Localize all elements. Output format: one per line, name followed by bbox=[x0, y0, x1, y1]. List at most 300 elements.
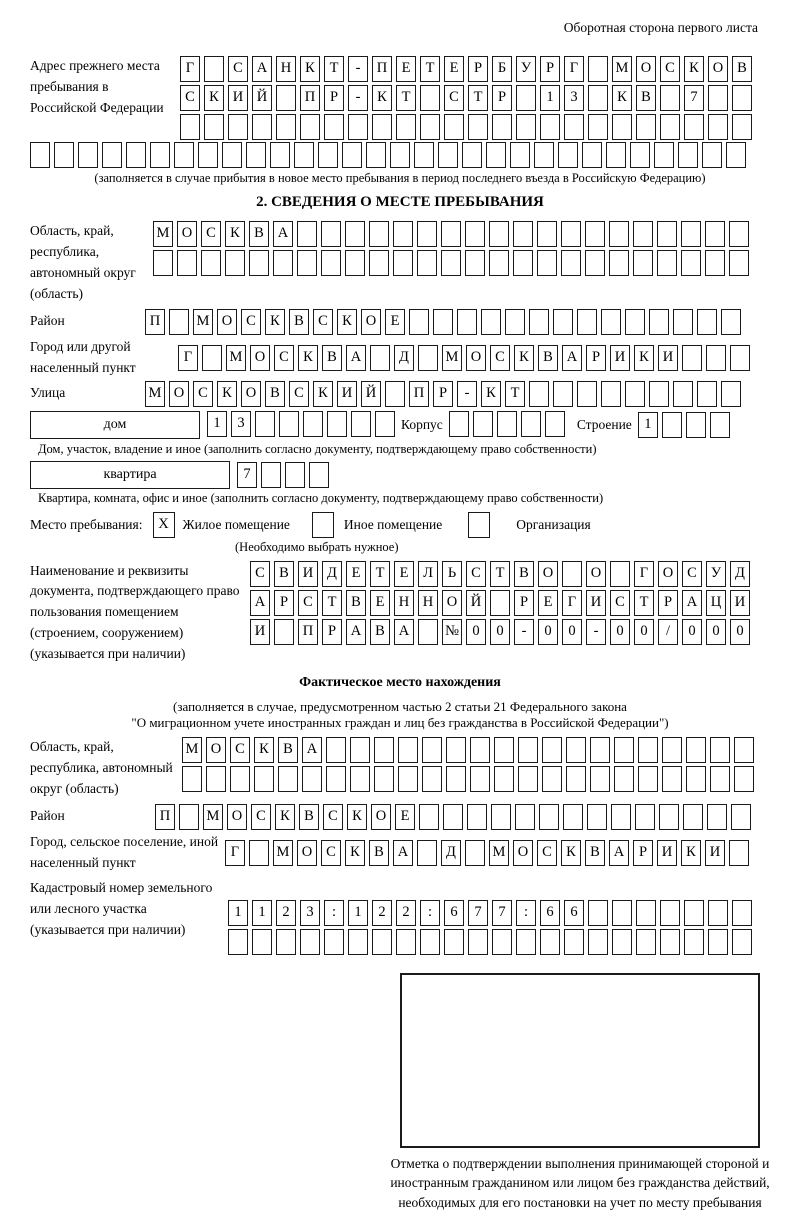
char-cell[interactable] bbox=[324, 929, 344, 955]
char-cell[interactable]: Р bbox=[658, 590, 678, 616]
char-cell[interactable] bbox=[374, 766, 394, 792]
char-cell[interactable]: Г bbox=[180, 56, 200, 82]
char-cell[interactable]: Р bbox=[586, 345, 606, 371]
char-cell[interactable] bbox=[225, 250, 245, 276]
char-cell[interactable]: 0 bbox=[610, 619, 630, 645]
char-cell[interactable] bbox=[734, 766, 754, 792]
char-cell[interactable] bbox=[150, 142, 170, 168]
char-cell[interactable] bbox=[278, 766, 298, 792]
char-cell[interactable] bbox=[369, 250, 389, 276]
char-cell[interactable] bbox=[649, 381, 669, 407]
char-cell[interactable]: К bbox=[347, 804, 367, 830]
char-cell[interactable]: К bbox=[254, 737, 274, 763]
char-cell[interactable]: С bbox=[241, 309, 261, 335]
char-cell[interactable]: И bbox=[228, 85, 248, 111]
char-cell[interactable]: О bbox=[177, 221, 197, 247]
char-cell[interactable] bbox=[420, 114, 440, 140]
char-cell[interactable] bbox=[513, 250, 533, 276]
char-cell[interactable]: А bbox=[682, 590, 702, 616]
char-cell[interactable]: С bbox=[313, 309, 333, 335]
char-cell[interactable]: С bbox=[321, 840, 341, 866]
char-cell[interactable] bbox=[708, 85, 728, 111]
char-cell[interactable] bbox=[588, 85, 608, 111]
char-cell[interactable]: К bbox=[681, 840, 701, 866]
char-cell[interactable] bbox=[169, 309, 189, 335]
char-cell[interactable]: О bbox=[586, 561, 606, 587]
char-cell[interactable] bbox=[418, 345, 438, 371]
char-cell[interactable]: 7 bbox=[492, 900, 512, 926]
char-cell[interactable]: 1 bbox=[638, 412, 658, 438]
char-cell[interactable] bbox=[681, 250, 701, 276]
char-cell[interactable]: А bbox=[252, 56, 272, 82]
char-cell[interactable] bbox=[370, 345, 390, 371]
char-cell[interactable] bbox=[542, 766, 562, 792]
char-cell[interactable] bbox=[636, 114, 656, 140]
char-cell[interactable] bbox=[609, 221, 629, 247]
char-cell[interactable] bbox=[660, 85, 680, 111]
char-cell[interactable]: П bbox=[298, 619, 318, 645]
char-cell[interactable]: И bbox=[337, 381, 357, 407]
char-cell[interactable] bbox=[467, 804, 487, 830]
char-cell[interactable]: М bbox=[153, 221, 173, 247]
char-cell[interactable] bbox=[510, 142, 530, 168]
char-cell[interactable] bbox=[614, 766, 634, 792]
char-cell[interactable] bbox=[697, 381, 717, 407]
char-cell[interactable] bbox=[491, 804, 511, 830]
char-cell[interactable] bbox=[660, 929, 680, 955]
char-cell[interactable]: К bbox=[275, 804, 295, 830]
char-cell[interactable] bbox=[350, 766, 370, 792]
char-cell[interactable] bbox=[635, 804, 655, 830]
char-cell[interactable] bbox=[230, 766, 250, 792]
char-cell[interactable]: К bbox=[481, 381, 501, 407]
char-cell[interactable] bbox=[516, 114, 536, 140]
char-cell[interactable]: Т bbox=[634, 590, 654, 616]
char-cell[interactable] bbox=[180, 114, 200, 140]
char-cell[interactable]: 1 bbox=[252, 900, 272, 926]
char-cell[interactable]: С bbox=[682, 561, 702, 587]
char-cell[interactable]: С bbox=[444, 85, 464, 111]
char-cell[interactable] bbox=[444, 114, 464, 140]
char-cell[interactable] bbox=[705, 250, 725, 276]
char-cell[interactable]: С bbox=[228, 56, 248, 82]
char-cell[interactable] bbox=[321, 221, 341, 247]
char-cell[interactable]: К bbox=[300, 56, 320, 82]
char-cell[interactable] bbox=[518, 766, 538, 792]
kvartira-type-box[interactable]: квартира bbox=[30, 461, 230, 489]
char-cell[interactable]: Р bbox=[433, 381, 453, 407]
char-cell[interactable]: О bbox=[361, 309, 381, 335]
char-cell[interactable] bbox=[204, 56, 224, 82]
char-cell[interactable] bbox=[270, 142, 290, 168]
char-cell[interactable]: К bbox=[217, 381, 237, 407]
char-cell[interactable] bbox=[465, 250, 485, 276]
char-cell[interactable]: О bbox=[513, 840, 533, 866]
char-cell[interactable] bbox=[446, 737, 466, 763]
char-cell[interactable] bbox=[612, 900, 632, 926]
char-cell[interactable]: А bbox=[273, 221, 293, 247]
char-cell[interactable] bbox=[529, 309, 549, 335]
char-cell[interactable] bbox=[539, 804, 559, 830]
char-cell[interactable] bbox=[710, 766, 730, 792]
char-cell[interactable] bbox=[309, 462, 329, 488]
char-cell[interactable]: 7 bbox=[468, 900, 488, 926]
char-cell[interactable] bbox=[300, 929, 320, 955]
char-cell[interactable] bbox=[202, 345, 222, 371]
char-cell[interactable] bbox=[326, 766, 346, 792]
char-cell[interactable] bbox=[612, 929, 632, 955]
char-cell[interactable] bbox=[588, 929, 608, 955]
char-cell[interactable] bbox=[721, 309, 741, 335]
char-cell[interactable]: О bbox=[241, 381, 261, 407]
char-cell[interactable] bbox=[563, 804, 583, 830]
char-cell[interactable] bbox=[444, 929, 464, 955]
char-cell[interactable]: М bbox=[612, 56, 632, 82]
char-cell[interactable] bbox=[318, 142, 338, 168]
char-cell[interactable]: / bbox=[658, 619, 678, 645]
char-cell[interactable] bbox=[443, 804, 463, 830]
char-cell[interactable] bbox=[462, 142, 482, 168]
char-cell[interactable]: О bbox=[206, 737, 226, 763]
char-cell[interactable]: У bbox=[516, 56, 536, 82]
char-cell[interactable] bbox=[732, 85, 752, 111]
char-cell[interactable] bbox=[252, 114, 272, 140]
char-cell[interactable]: 0 bbox=[490, 619, 510, 645]
char-cell[interactable] bbox=[684, 929, 704, 955]
char-cell[interactable] bbox=[390, 142, 410, 168]
char-cell[interactable] bbox=[657, 221, 677, 247]
char-cell[interactable]: : bbox=[324, 900, 344, 926]
char-cell[interactable] bbox=[630, 142, 650, 168]
char-cell[interactable] bbox=[261, 462, 281, 488]
char-cell[interactable] bbox=[255, 411, 275, 437]
char-cell[interactable] bbox=[285, 462, 305, 488]
char-cell[interactable] bbox=[494, 766, 514, 792]
char-cell[interactable] bbox=[126, 142, 146, 168]
char-cell[interactable]: Д bbox=[730, 561, 750, 587]
char-cell[interactable] bbox=[729, 221, 749, 247]
char-cell[interactable] bbox=[564, 929, 584, 955]
char-cell[interactable] bbox=[497, 411, 517, 437]
char-cell[interactable] bbox=[726, 142, 746, 168]
char-cell[interactable] bbox=[505, 309, 525, 335]
char-cell[interactable] bbox=[297, 221, 317, 247]
char-cell[interactable] bbox=[409, 309, 429, 335]
char-cell[interactable] bbox=[566, 737, 586, 763]
char-cell[interactable] bbox=[414, 142, 434, 168]
char-cell[interactable]: П bbox=[155, 804, 175, 830]
char-cell[interactable]: 2 bbox=[276, 900, 296, 926]
char-cell[interactable]: О bbox=[708, 56, 728, 82]
char-cell[interactable] bbox=[721, 381, 741, 407]
char-cell[interactable] bbox=[420, 929, 440, 955]
char-cell[interactable] bbox=[636, 929, 656, 955]
char-cell[interactable] bbox=[418, 619, 438, 645]
char-cell[interactable]: 6 bbox=[444, 900, 464, 926]
char-cell[interactable]: С bbox=[201, 221, 221, 247]
char-cell[interactable]: Г bbox=[634, 561, 654, 587]
char-cell[interactable]: 3 bbox=[564, 85, 584, 111]
char-cell[interactable]: 3 bbox=[300, 900, 320, 926]
char-cell[interactable]: Д bbox=[322, 561, 342, 587]
char-cell[interactable]: П bbox=[409, 381, 429, 407]
char-cell[interactable] bbox=[684, 114, 704, 140]
char-cell[interactable] bbox=[582, 142, 602, 168]
char-cell[interactable] bbox=[585, 221, 605, 247]
char-cell[interactable] bbox=[729, 250, 749, 276]
char-cell[interactable] bbox=[417, 250, 437, 276]
char-cell[interactable]: И bbox=[705, 840, 725, 866]
char-cell[interactable] bbox=[398, 766, 418, 792]
char-cell[interactable]: А bbox=[250, 590, 270, 616]
char-cell[interactable]: П bbox=[145, 309, 165, 335]
char-cell[interactable] bbox=[366, 142, 386, 168]
char-cell[interactable]: Р bbox=[274, 590, 294, 616]
char-cell[interactable]: В bbox=[274, 561, 294, 587]
char-cell[interactable] bbox=[372, 929, 392, 955]
char-cell[interactable] bbox=[516, 85, 536, 111]
char-cell[interactable] bbox=[516, 929, 536, 955]
char-cell[interactable] bbox=[686, 766, 706, 792]
char-cell[interactable] bbox=[438, 142, 458, 168]
char-cell[interactable] bbox=[30, 142, 50, 168]
char-cell[interactable] bbox=[730, 345, 750, 371]
char-cell[interactable] bbox=[590, 737, 610, 763]
char-cell[interactable] bbox=[732, 114, 752, 140]
char-cell[interactable] bbox=[252, 929, 272, 955]
char-cell[interactable] bbox=[513, 221, 533, 247]
char-cell[interactable]: А bbox=[346, 345, 366, 371]
char-cell[interactable] bbox=[441, 250, 461, 276]
char-cell[interactable] bbox=[558, 142, 578, 168]
char-cell[interactable] bbox=[611, 804, 631, 830]
char-cell[interactable] bbox=[206, 766, 226, 792]
char-cell[interactable] bbox=[396, 929, 416, 955]
char-cell[interactable] bbox=[375, 411, 395, 437]
char-cell[interactable] bbox=[683, 804, 703, 830]
char-cell[interactable]: С bbox=[180, 85, 200, 111]
char-cell[interactable]: А bbox=[393, 840, 413, 866]
char-cell[interactable] bbox=[393, 221, 413, 247]
char-cell[interactable]: С bbox=[466, 561, 486, 587]
char-cell[interactable] bbox=[612, 114, 632, 140]
char-cell[interactable] bbox=[540, 929, 560, 955]
char-cell[interactable] bbox=[662, 412, 682, 438]
char-cell[interactable]: М bbox=[442, 345, 462, 371]
char-cell[interactable]: Б bbox=[492, 56, 512, 82]
char-cell[interactable]: Г bbox=[178, 345, 198, 371]
char-cell[interactable] bbox=[228, 929, 248, 955]
char-cell[interactable] bbox=[273, 250, 293, 276]
char-cell[interactable] bbox=[681, 221, 701, 247]
char-cell[interactable] bbox=[610, 561, 630, 587]
char-cell[interactable]: В bbox=[249, 221, 269, 247]
char-cell[interactable] bbox=[545, 411, 565, 437]
char-cell[interactable]: Е bbox=[385, 309, 405, 335]
char-cell[interactable]: Е bbox=[538, 590, 558, 616]
char-cell[interactable]: О bbox=[442, 590, 462, 616]
char-cell[interactable]: Ц bbox=[706, 590, 726, 616]
char-cell[interactable]: О bbox=[466, 345, 486, 371]
char-cell[interactable]: Т bbox=[468, 85, 488, 111]
char-cell[interactable] bbox=[686, 737, 706, 763]
char-cell[interactable]: 1 bbox=[228, 900, 248, 926]
char-cell[interactable]: С bbox=[250, 561, 270, 587]
char-cell[interactable]: В bbox=[322, 345, 342, 371]
char-cell[interactable] bbox=[441, 221, 461, 247]
char-cell[interactable] bbox=[351, 411, 371, 437]
char-cell[interactable]: 6 bbox=[564, 900, 584, 926]
char-cell[interactable] bbox=[222, 142, 242, 168]
char-cell[interactable]: О bbox=[169, 381, 189, 407]
char-cell[interactable]: Г bbox=[562, 590, 582, 616]
char-cell[interactable] bbox=[177, 250, 197, 276]
char-cell[interactable]: Р bbox=[540, 56, 560, 82]
char-cell[interactable]: Т bbox=[490, 561, 510, 587]
char-cell[interactable]: С bbox=[289, 381, 309, 407]
char-cell[interactable]: 7 bbox=[237, 462, 257, 488]
char-cell[interactable] bbox=[588, 56, 608, 82]
char-cell[interactable] bbox=[249, 840, 269, 866]
char-cell[interactable] bbox=[422, 766, 442, 792]
char-cell[interactable]: 0 bbox=[634, 619, 654, 645]
char-cell[interactable] bbox=[179, 804, 199, 830]
char-cell[interactable] bbox=[708, 114, 728, 140]
char-cell[interactable]: М bbox=[203, 804, 223, 830]
char-cell[interactable]: 3 bbox=[231, 411, 251, 437]
char-cell[interactable] bbox=[662, 737, 682, 763]
char-cell[interactable]: О bbox=[538, 561, 558, 587]
char-cell[interactable]: Н bbox=[276, 56, 296, 82]
char-cell[interactable]: 6 bbox=[540, 900, 560, 926]
char-cell[interactable]: - bbox=[348, 56, 368, 82]
char-cell[interactable]: С bbox=[323, 804, 343, 830]
char-cell[interactable] bbox=[633, 221, 653, 247]
char-cell[interactable]: И bbox=[730, 590, 750, 616]
char-cell[interactable]: 0 bbox=[682, 619, 702, 645]
char-cell[interactable]: С bbox=[230, 737, 250, 763]
char-cell[interactable] bbox=[254, 766, 274, 792]
char-cell[interactable]: 2 bbox=[372, 900, 392, 926]
char-cell[interactable] bbox=[489, 221, 509, 247]
char-cell[interactable] bbox=[78, 142, 98, 168]
char-cell[interactable]: 1 bbox=[540, 85, 560, 111]
char-cell[interactable] bbox=[324, 114, 344, 140]
char-cell[interactable] bbox=[457, 309, 477, 335]
char-cell[interactable] bbox=[345, 221, 365, 247]
char-cell[interactable]: М bbox=[193, 309, 213, 335]
char-cell[interactable]: М bbox=[273, 840, 293, 866]
char-cell[interactable]: В bbox=[538, 345, 558, 371]
char-cell[interactable] bbox=[422, 737, 442, 763]
char-cell[interactable] bbox=[449, 411, 469, 437]
char-cell[interactable]: Т bbox=[370, 561, 390, 587]
char-cell[interactable]: Т bbox=[322, 590, 342, 616]
char-cell[interactable] bbox=[678, 142, 698, 168]
char-cell[interactable] bbox=[102, 142, 122, 168]
char-cell[interactable] bbox=[468, 114, 488, 140]
char-cell[interactable] bbox=[468, 929, 488, 955]
char-cell[interactable]: Т bbox=[505, 381, 525, 407]
char-cell[interactable] bbox=[657, 250, 677, 276]
char-cell[interactable]: Н bbox=[418, 590, 438, 616]
char-cell[interactable]: Т bbox=[324, 56, 344, 82]
char-cell[interactable]: 7 bbox=[684, 85, 704, 111]
char-cell[interactable]: С bbox=[610, 590, 630, 616]
char-cell[interactable]: Н bbox=[394, 590, 414, 616]
char-cell[interactable] bbox=[297, 250, 317, 276]
char-cell[interactable] bbox=[274, 619, 294, 645]
char-cell[interactable] bbox=[486, 142, 506, 168]
char-cell[interactable] bbox=[707, 804, 727, 830]
char-cell[interactable] bbox=[662, 766, 682, 792]
char-cell[interactable]: А bbox=[394, 619, 414, 645]
char-cell[interactable]: А bbox=[562, 345, 582, 371]
char-cell[interactable] bbox=[385, 381, 405, 407]
char-cell[interactable]: 1 bbox=[207, 411, 227, 437]
char-cell[interactable] bbox=[660, 900, 680, 926]
char-cell[interactable]: О bbox=[636, 56, 656, 82]
char-cell[interactable] bbox=[537, 250, 557, 276]
char-cell[interactable] bbox=[345, 250, 365, 276]
char-cell[interactable] bbox=[566, 766, 586, 792]
char-cell[interactable]: - bbox=[457, 381, 477, 407]
char-cell[interactable] bbox=[490, 590, 510, 616]
char-cell[interactable]: Д bbox=[441, 840, 461, 866]
char-cell[interactable] bbox=[710, 737, 730, 763]
char-cell[interactable]: Й bbox=[361, 381, 381, 407]
char-cell[interactable] bbox=[374, 737, 394, 763]
char-cell[interactable] bbox=[396, 114, 416, 140]
char-cell[interactable] bbox=[465, 221, 485, 247]
char-cell[interactable]: Д bbox=[394, 345, 414, 371]
char-cell[interactable] bbox=[246, 142, 266, 168]
char-cell[interactable]: О bbox=[371, 804, 391, 830]
char-cell[interactable]: Р bbox=[514, 590, 534, 616]
char-cell[interactable]: Е bbox=[395, 804, 415, 830]
char-cell[interactable] bbox=[588, 114, 608, 140]
char-cell[interactable] bbox=[553, 381, 573, 407]
char-cell[interactable]: В bbox=[278, 737, 298, 763]
char-cell[interactable] bbox=[327, 411, 347, 437]
char-cell[interactable]: М bbox=[226, 345, 246, 371]
char-cell[interactable] bbox=[729, 840, 749, 866]
char-cell[interactable]: В bbox=[369, 840, 389, 866]
char-cell[interactable] bbox=[300, 114, 320, 140]
checkbox-org[interactable] bbox=[468, 512, 490, 538]
char-cell[interactable]: К bbox=[204, 85, 224, 111]
char-cell[interactable] bbox=[348, 114, 368, 140]
char-cell[interactable] bbox=[601, 381, 621, 407]
char-cell[interactable] bbox=[590, 766, 610, 792]
char-cell[interactable] bbox=[521, 411, 541, 437]
char-cell[interactable] bbox=[731, 804, 751, 830]
char-cell[interactable] bbox=[348, 929, 368, 955]
char-cell[interactable]: В bbox=[732, 56, 752, 82]
char-cell[interactable]: И bbox=[610, 345, 630, 371]
char-cell[interactable] bbox=[518, 737, 538, 763]
char-cell[interactable] bbox=[276, 114, 296, 140]
char-cell[interactable] bbox=[601, 309, 621, 335]
char-cell[interactable]: А bbox=[346, 619, 366, 645]
char-cell[interactable] bbox=[489, 250, 509, 276]
char-cell[interactable]: С bbox=[490, 345, 510, 371]
char-cell[interactable]: Й bbox=[252, 85, 272, 111]
char-cell[interactable]: - bbox=[514, 619, 534, 645]
char-cell[interactable] bbox=[302, 766, 322, 792]
char-cell[interactable] bbox=[654, 142, 674, 168]
char-cell[interactable]: 0 bbox=[706, 619, 726, 645]
